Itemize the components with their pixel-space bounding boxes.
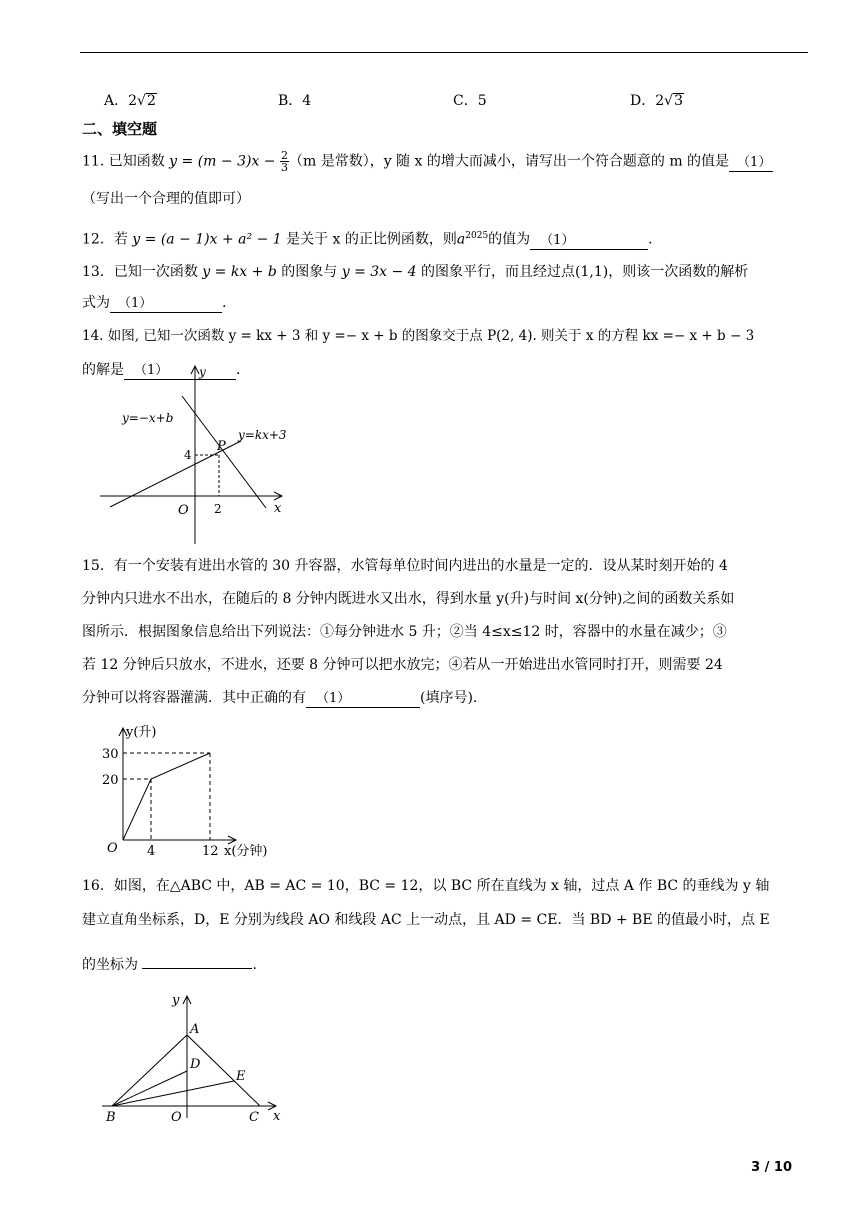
fig14-tick-y: 4 (184, 448, 192, 462)
q11-text: （m 是常数），y 随 x 的增大而减小，请写出一个符合题意的 m 的值是 (288, 153, 730, 170)
fig16-point-b: B (106, 1110, 116, 1125)
q11-line2: （写出一个合理的值即可） (82, 191, 250, 207)
q11-line1 (82, 150, 773, 173)
q13-expr2: y = 3x − 4 (341, 264, 417, 280)
option-a-radicand: 2 (146, 93, 156, 109)
q11-frac-num: 2 (280, 149, 288, 162)
fig14-tick-x: 2 (214, 502, 222, 516)
q13-line2-pre: 式为 (82, 295, 110, 311)
fig16-point-c: C (249, 1110, 259, 1125)
q12-pre: 12．若 (82, 231, 128, 248)
q15-line3: 图所示．根据图象信息给出下列说法：①每分钟进水 5 升；②当 4≤x≤12 时，容器中的水量在减少；③ (82, 624, 727, 640)
fig14-label-line2: y=kx+3 (238, 428, 287, 442)
q12-power-exp: 2025 (465, 231, 489, 241)
section-title: 二、填空题 (82, 120, 158, 138)
fig15-tick-12: 12 (202, 844, 219, 859)
option-a: A．2√2 (104, 93, 156, 109)
fig15-origin: O (107, 841, 118, 856)
q15-line4: 若 12 分钟后只放水，不进水，还要 8 分钟可以把水放完；④若从一开始进出水管同时打开，则需要 24 (82, 657, 723, 673)
q14-answer-blank[interactable]: （1） (124, 363, 236, 380)
q11-answer-blank[interactable]: （1） (729, 155, 773, 172)
figure-15 (98, 722, 288, 864)
q16-end: . (252, 957, 257, 973)
q13-line1 (82, 262, 748, 282)
q11-func: y = (m − 3)x − (169, 153, 276, 170)
fig15-y-label: y(升) (126, 725, 157, 740)
q13-end: . (222, 295, 227, 311)
figure-14 (96, 362, 296, 548)
q11-frac-den: 3 (280, 161, 288, 174)
q16-answer-blank[interactable] (142, 968, 252, 969)
fig15-x-label: x(分钟) (224, 844, 268, 859)
q14-end: . (236, 362, 241, 378)
fig16-point-e: E (236, 1069, 246, 1084)
fig16-origin: O (171, 1110, 182, 1125)
q12-post: 的值为 (488, 231, 531, 248)
q12-line (82, 226, 653, 250)
fig14-point-p: P (217, 439, 226, 454)
header-rule (80, 52, 808, 53)
fig16-point-d: D (190, 1057, 201, 1072)
option-a-coef: 2 (128, 93, 138, 109)
q12-expr: y = (a − 1)x + a² − 1 (132, 231, 282, 248)
q13-line2 (82, 293, 226, 313)
q15-line5 (82, 688, 477, 708)
q16-line3 (82, 955, 257, 975)
option-c: C．5 (453, 93, 487, 109)
q16-line1: 16．如图，在△ABC 中，AB = AC = 10，BC = 12，以 BC 所在直线为 x 轴，过点 A 作 BC 的垂线为 y 轴 (82, 878, 770, 894)
q15-line1: 15．有一个安装有进出水管的 30 升容器，水管每单位时间内进出的水量是一定的．设从某时刻开始的 4 (82, 558, 728, 574)
option-d: D．2√3 (630, 93, 683, 109)
q11-fraction (280, 150, 289, 173)
q15-line5-post: (填序号). (420, 690, 478, 706)
q15-line5-pre: 分钟可以将容器灌满．其中正确的有 (82, 690, 306, 706)
q15-answer-blank[interactable]: （1） (306, 691, 420, 708)
q12-power-base: a (456, 231, 466, 248)
q14-line2-pre: 的解是 (82, 362, 124, 378)
fig16-x-label: x (273, 1109, 281, 1124)
fig16-segment-be (112, 1081, 234, 1106)
fig16-y-label: y (172, 993, 180, 1008)
figure-16 (96, 990, 296, 1130)
q13-answer-blank[interactable]: （1） (110, 296, 222, 313)
q13-pre: 13．已知一次函数 (82, 264, 198, 280)
q13-mid1: 的图象与 (281, 264, 338, 280)
q13-expr1: y = kx + b (202, 264, 277, 280)
fig14-label-line1: y=−x+b (122, 411, 174, 425)
q14-line1: 14. 如图, 已知一次函数 y = kx + 3 和 y =− x + b 的图象交于点 P(2, 4). 则关于 x 的方程 kx =− x + b − 3 (82, 328, 755, 344)
option-d-label: D． (630, 93, 656, 109)
option-a-label: A． (104, 93, 129, 109)
q12-answer-blank[interactable]: （1） (530, 233, 648, 250)
q16-line2: 建立直角坐标系，D，E 分别为线段 AO 和线段 AC 上一动点，且 AD = CE．当 BD + BE 的值最小时，点 E (82, 912, 770, 928)
page-number: 3 / 10 (751, 1160, 792, 1175)
fig15-tick-4: 4 (147, 844, 156, 859)
fig15-graph (123, 753, 210, 840)
q12-end: . (648, 231, 653, 248)
option-b: B．4 (278, 93, 312, 109)
q16-line3-pre: 的坐标为 (82, 957, 138, 973)
fig15-tick-30: 30 (102, 747, 119, 762)
option-d-radicand: 3 (674, 93, 683, 109)
option-d-coef: 2 (655, 93, 665, 109)
fig16-segment-bd (112, 1071, 187, 1106)
fig15-tick-20: 20 (102, 773, 119, 788)
q11-pre: 11. 已知函数 (82, 153, 165, 170)
fig14-y-label: y (199, 365, 206, 379)
fig16-point-a: A (190, 1022, 200, 1037)
q12-mid: 是关于 x 的正比例函数，则 (286, 231, 457, 248)
fig14-origin: O (178, 503, 189, 518)
q15-line2: 分钟内只进水不出水，在随后的 8 分钟内既进水又出水，得到水量 y(升)与时间 x(分钟)之间的函数关系如 (82, 591, 735, 607)
fig14-x-label: x (274, 501, 282, 516)
q13-mid2: 的图象平行，而且经过点(1,1)，则该一次函数的解析 (421, 264, 749, 280)
